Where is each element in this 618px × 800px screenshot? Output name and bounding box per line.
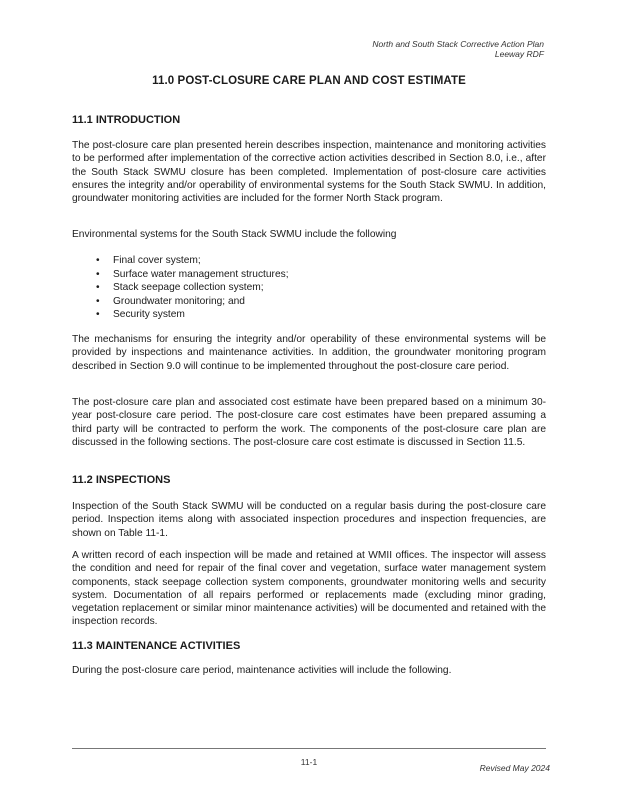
page-number: 11-1 bbox=[300, 757, 318, 767]
environmental-systems-list bbox=[96, 254, 289, 322]
header-project-title: North and South Stack Corrective Action Plan bbox=[372, 39, 544, 49]
list-item: • Groundwater monitoring; and bbox=[96, 295, 289, 309]
revision-date: Revised May 2024 bbox=[479, 763, 550, 773]
intro-paragraph-4: The post-closure care plan and associated cost estimate have been prepared based on a minimum 30-year post-closure care period. The post-closure care cost estimates have been prepared assuming a third party will be contracted to perform the work. The components of the post-closure care plan are discussed in the following sections. The post-closure care cost estimate is discussed in Section 11.5. bbox=[72, 397, 546, 448]
intro-paragraph-1: The post-closure care plan presented herein describes inspection, maintenance and monitoring activities to be performed after implementation of the corrective action activities described in Section 8.0, i.e., after the South Stack SWMU closure has been completed. Implementation of post-closure care activities ensures the integrity and/or operability of environmental systems for the South Stack SWMU. In addition, groundwater monitoring activities are included for the former North Stack program. bbox=[72, 140, 546, 205]
list-item: • Final cover system; bbox=[96, 254, 289, 268]
intro-paragraph-3: The mechanisms for ensuring the integrity and/or operability of these environmental systems will be provided by inspections and maintenance activities. In addition, the groundwater monitoring program described in Section 9.0 will continue to be implemented throughout the post-closure care period. bbox=[72, 334, 546, 372]
maintenance-paragraph-1: During the post-closure care period, maintenance activities will include the following. bbox=[72, 665, 452, 676]
page-title: 11.0 POST-CLOSURE CARE PLAN AND COST ESTIMATE bbox=[152, 75, 466, 87]
intro-paragraph-2: Environmental systems for the South Stack SWMU include the following bbox=[72, 229, 397, 240]
list-item: • Surface water management structures; bbox=[96, 268, 289, 282]
list-item: • Stack seepage collection system; bbox=[96, 281, 289, 295]
inspections-paragraph-2: A written record of each inspection will be made and retained at WMII offices. The inspector will assess the condition and need for repair of the final cover and vegetation, surface water management system components, stack seepage collection system components, groundwater monitoring wells and security system. Documentation of all repairs performed or replacements made (excluding minor grading, vegetation replacement or similar minor maintenance activities) will be documented and retained with the inspection records. bbox=[72, 550, 546, 628]
inspections-paragraph-1: Inspection of the South Stack SWMU will be conducted on a regular basis during the post-closure care period. Inspection items along with associated inspection procedures and inspection frequencies, are shown on Table 11-1. bbox=[72, 501, 546, 539]
document-header bbox=[372, 39, 544, 59]
header-site-name: Leeway RDF bbox=[494, 49, 544, 59]
section-heading-maintenance: 11.3 MAINTENANCE ACTIVITIES bbox=[72, 640, 241, 652]
section-heading-introduction: 11.1 INTRODUCTION bbox=[72, 114, 181, 126]
footer-divider bbox=[72, 748, 546, 749]
list-item: • Security system bbox=[96, 308, 289, 322]
section-heading-inspections: 11.2 INSPECTIONS bbox=[72, 474, 171, 486]
